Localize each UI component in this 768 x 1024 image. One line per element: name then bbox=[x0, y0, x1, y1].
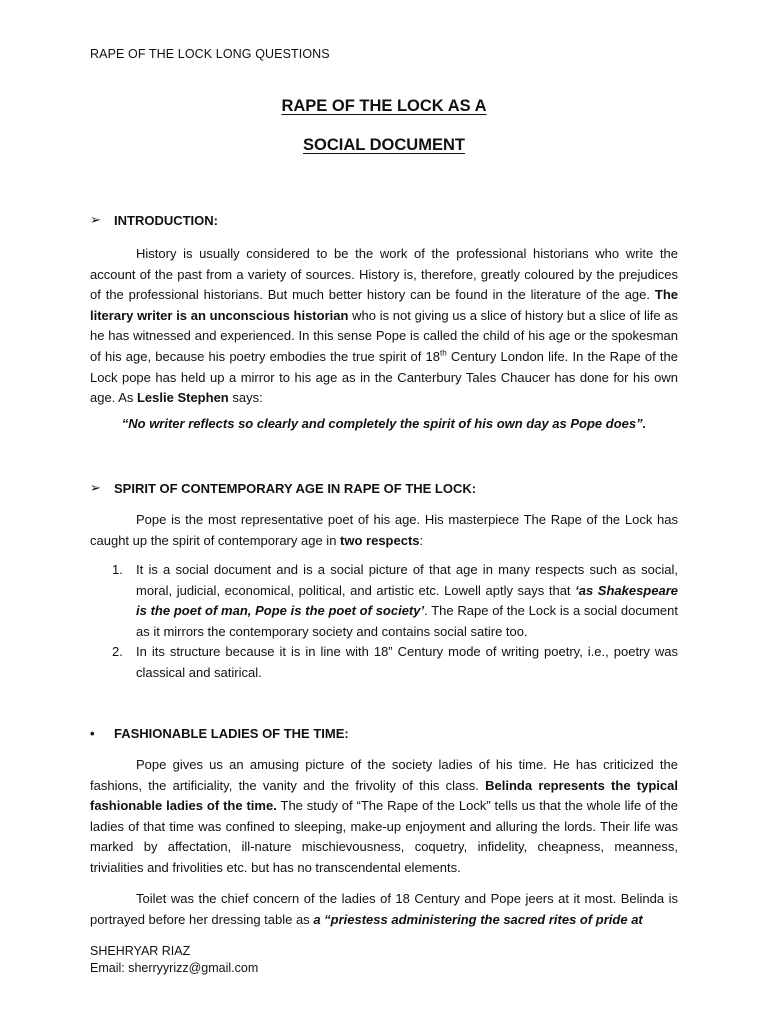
paragraph-text: The study of “The Rape of the Lock” tells us that the whole life of the ladies of that time was confined to sleeping, make-up enjoyment and alluring the lords. Their life was marked by affectation, ill-nature mischievousness, coquetry, infidelity, cheapness, meanness, trivialities and frivolities etc. but has no transcendental elements. bbox=[90, 798, 678, 875]
section-heading-introduction bbox=[90, 212, 218, 228]
list-number: 1. bbox=[112, 562, 123, 577]
toilet-paragraph bbox=[90, 889, 678, 930]
paragraph-text: Pope is the most representative poet of his age. His masterpiece The Rape of the Lock has caught up the spirit of contemporary age in bbox=[90, 512, 678, 548]
list-item-text: It is a social document and is a social picture of that age in many respects such as social, moral, judicial, economical, political, and artistic etc. Lowell aptly says that bbox=[136, 562, 678, 598]
section-heading-spirit bbox=[90, 480, 476, 496]
document-title-line-2: SOCIAL DOCUMENT bbox=[303, 136, 465, 154]
page-footer bbox=[90, 943, 258, 977]
fashionable-ladies-paragraph bbox=[90, 755, 678, 879]
superscript: th bbox=[440, 348, 447, 358]
bold-italic-quote: ‘as Shakespeare is the poet of man, Pope is the poet of society’ bbox=[136, 582, 678, 619]
list-item-text: In its structure because it is in line with 18” Century mode of writing poetry, i.e., poetry was classical and satirical. bbox=[136, 644, 678, 680]
section-heading-text: INTRODUCTION: bbox=[114, 212, 218, 228]
paragraph-text: Toilet was the chief concern of the ladies of 18 Century and Pope jeers at it most. Belinda is portrayed before her dressing table as bbox=[90, 891, 678, 927]
introduction-paragraph bbox=[90, 244, 678, 409]
document-title-line-1: RAPE OF THE LOCK AS A bbox=[281, 97, 487, 115]
arrow-bullet-icon: ➢ bbox=[90, 480, 101, 495]
block-quote: “No writer reflects so clearly and completely the spirit of his own day as Pope does”. bbox=[121, 416, 647, 431]
author-email: Email: sherryyrizz@gmail.com bbox=[90, 961, 259, 975]
bold-phrase: Leslie Stephen bbox=[136, 390, 229, 406]
running-header: RAPE OF THE LOCK LONG QUESTIONS bbox=[90, 47, 330, 61]
paragraph-text: Century London life. In the Rape of the Lock pope has held up a mirror to his age as in the Canterbury Tales Chaucer has done for his own age. As bbox=[90, 348, 678, 406]
paragraph-text: : bbox=[419, 532, 424, 548]
bold-phrase: The literary writer is an unconscious historian bbox=[90, 287, 678, 323]
numbered-list bbox=[90, 560, 678, 684]
list-item bbox=[90, 560, 678, 642]
list-number: 2. bbox=[112, 644, 123, 660]
paragraph-text: says: bbox=[228, 390, 263, 406]
bold-phrase: Belinda represents the typical fashionable ladies of the time. bbox=[90, 777, 678, 814]
list-item-text: . The Rape of the Lock is a social document as it mirrors the contemporary society and contains social satire too. bbox=[136, 603, 678, 639]
bullet-icon: • bbox=[90, 726, 95, 741]
section-heading-text: SPIRIT OF CONTEMPORARY AGE IN RAPE OF THE LOCK: bbox=[114, 480, 477, 496]
bold-italic-quote: a “priestess administering the sacred rites of pride at bbox=[313, 911, 643, 927]
list-item bbox=[90, 642, 678, 683]
paragraph-text: Pope gives us an amusing picture of the society ladies of his time. He has criticized the fashions, the artificiality, the vanity and the frivolity of this class. bbox=[90, 757, 678, 793]
arrow-bullet-icon: ➢ bbox=[90, 212, 101, 227]
spirit-paragraph bbox=[90, 510, 678, 551]
section-heading-text: FASHIONABLE LADIES OF THE TIME: bbox=[114, 726, 349, 741]
paragraph-text: who is not giving us a slice of history but a slice of life as he has witnessed and experienced. In this sense Pope is called the child of his age or the spokesman of his age, because his poetry embodies the true spirit of 18 bbox=[90, 307, 679, 364]
author-name: SHEHRYAR RIAZ bbox=[90, 944, 191, 958]
paragraph-text: History is usually considered to be the work of the professional historians who write the account of the past from a variety of sources. History is, therefore, greatly coloured by the prejudices of the professional historians. But much better history can be found in the literature of the age. bbox=[90, 246, 678, 303]
section-heading-fashionable-ladies bbox=[90, 726, 349, 741]
bold-phrase: two respects bbox=[340, 532, 420, 548]
